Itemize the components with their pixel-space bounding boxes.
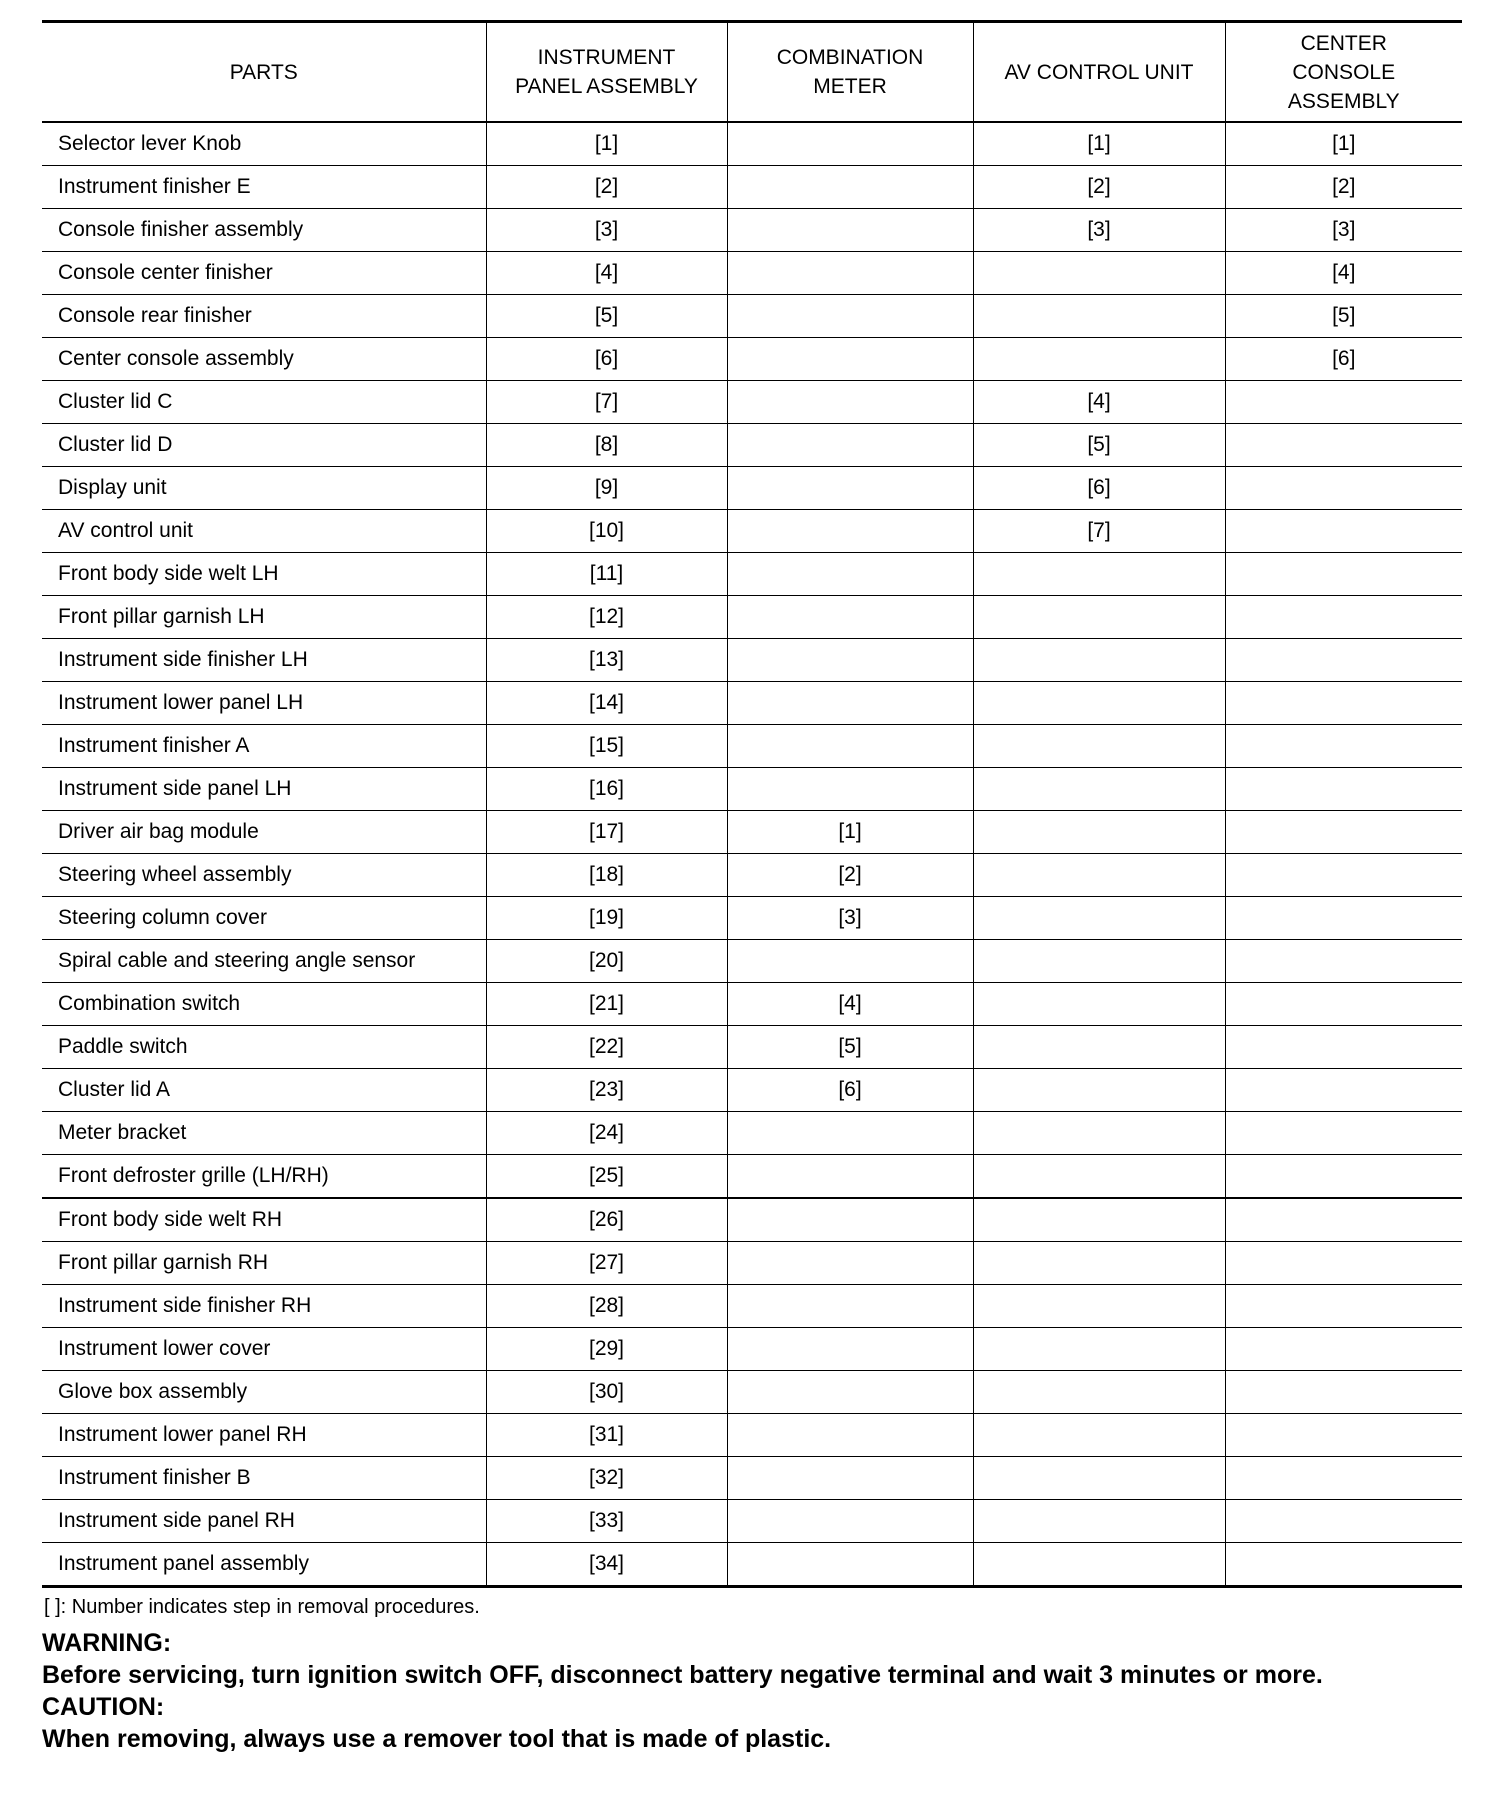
parts-table bbox=[42, 20, 1462, 1588]
center-console-step-cell bbox=[1225, 467, 1462, 510]
table-row bbox=[42, 811, 1462, 854]
table-row bbox=[42, 983, 1462, 1026]
combination-meter-step-cell bbox=[727, 1285, 973, 1328]
combination-meter-step-cell bbox=[727, 1198, 973, 1242]
center-console-step-cell bbox=[1225, 1285, 1462, 1328]
instrument-panel-step-cell: [8] bbox=[486, 424, 727, 467]
part-name-cell: Instrument lower panel LH bbox=[42, 682, 486, 725]
center-console-step-cell: [5] bbox=[1225, 295, 1462, 338]
part-name-cell: Paddle switch bbox=[42, 1026, 486, 1069]
part-name-cell: Cluster lid D bbox=[42, 424, 486, 467]
table-row bbox=[42, 940, 1462, 983]
caution-text: When removing, always use a remover tool that is made of plastic. bbox=[42, 1725, 832, 1753]
instrument-panel-step-cell: [6] bbox=[486, 338, 727, 381]
combination-meter-step-cell: [4] bbox=[727, 983, 973, 1026]
combination-meter-step-cell bbox=[727, 209, 973, 252]
av-control-unit-step-cell bbox=[973, 1242, 1225, 1285]
table-row bbox=[42, 467, 1462, 510]
center-console-step-cell bbox=[1225, 811, 1462, 854]
center-console-step-cell bbox=[1225, 596, 1462, 639]
table-header-row bbox=[42, 22, 1462, 123]
av-control-unit-step-cell bbox=[973, 1500, 1225, 1543]
av-control-unit-step-cell bbox=[973, 1112, 1225, 1155]
header-center-console-assembly: CENTER CONSOLE ASSEMBLY bbox=[1225, 22, 1462, 123]
instrument-panel-step-cell: [27] bbox=[486, 1242, 727, 1285]
combination-meter-step-cell bbox=[727, 122, 973, 166]
instrument-panel-step-cell: [4] bbox=[486, 252, 727, 295]
instrument-panel-step-cell: [12] bbox=[486, 596, 727, 639]
warning-title: WARNING: bbox=[42, 1629, 172, 1657]
av-control-unit-step-cell: [4] bbox=[973, 381, 1225, 424]
center-console-step-cell bbox=[1225, 940, 1462, 983]
center-console-step-cell bbox=[1225, 1328, 1462, 1371]
combination-meter-step-cell bbox=[727, 768, 973, 811]
instrument-panel-step-cell: [7] bbox=[486, 381, 727, 424]
table-row bbox=[42, 768, 1462, 811]
instrument-panel-step-cell: [34] bbox=[486, 1543, 727, 1587]
instrument-panel-step-cell: [1] bbox=[486, 122, 727, 166]
part-name-cell: Cluster lid A bbox=[42, 1069, 486, 1112]
instrument-panel-step-cell: [21] bbox=[486, 983, 727, 1026]
center-console-step-cell bbox=[1225, 639, 1462, 682]
combination-meter-step-cell bbox=[727, 467, 973, 510]
part-name-cell: Front pillar garnish RH bbox=[42, 1242, 486, 1285]
table-row bbox=[42, 553, 1462, 596]
combination-meter-step-cell bbox=[727, 424, 973, 467]
av-control-unit-step-cell bbox=[973, 897, 1225, 940]
combination-meter-step-cell bbox=[727, 338, 973, 381]
instrument-panel-step-cell: [15] bbox=[486, 725, 727, 768]
av-control-unit-step-cell: [2] bbox=[973, 166, 1225, 209]
center-console-step-cell bbox=[1225, 725, 1462, 768]
table-row bbox=[42, 209, 1462, 252]
av-control-unit-step-cell bbox=[973, 768, 1225, 811]
combination-meter-step-cell bbox=[727, 682, 973, 725]
instrument-panel-step-cell: [20] bbox=[486, 940, 727, 983]
part-name-cell: Instrument side finisher RH bbox=[42, 1285, 486, 1328]
table-row bbox=[42, 1026, 1462, 1069]
part-name-cell: Front body side welt LH bbox=[42, 553, 486, 596]
center-console-step-cell bbox=[1225, 1500, 1462, 1543]
part-name-cell: Console rear finisher bbox=[42, 295, 486, 338]
instrument-panel-step-cell: [24] bbox=[486, 1112, 727, 1155]
combination-meter-step-cell: [2] bbox=[727, 854, 973, 897]
table-row bbox=[42, 1500, 1462, 1543]
combination-meter-step-cell bbox=[727, 1543, 973, 1587]
av-control-unit-step-cell bbox=[973, 1414, 1225, 1457]
table-row bbox=[42, 1371, 1462, 1414]
center-console-step-cell bbox=[1225, 1155, 1462, 1199]
av-control-unit-step-cell bbox=[973, 1155, 1225, 1199]
combination-meter-step-cell bbox=[727, 295, 973, 338]
center-console-step-cell bbox=[1225, 1242, 1462, 1285]
table-row bbox=[42, 639, 1462, 682]
instrument-panel-step-cell: [3] bbox=[486, 209, 727, 252]
av-control-unit-step-cell bbox=[973, 295, 1225, 338]
part-name-cell: Console center finisher bbox=[42, 252, 486, 295]
table-row bbox=[42, 1112, 1462, 1155]
center-console-step-cell bbox=[1225, 424, 1462, 467]
warning-caution-block bbox=[42, 1627, 1462, 1755]
combination-meter-step-cell bbox=[727, 1242, 973, 1285]
av-control-unit-step-cell bbox=[973, 1198, 1225, 1242]
av-control-unit-step-cell bbox=[973, 1371, 1225, 1414]
table-row bbox=[42, 1198, 1462, 1242]
table-row bbox=[42, 1285, 1462, 1328]
center-console-step-cell: [3] bbox=[1225, 209, 1462, 252]
instrument-panel-step-cell: [22] bbox=[486, 1026, 727, 1069]
combination-meter-step-cell bbox=[727, 1414, 973, 1457]
part-name-cell: Driver air bag module bbox=[42, 811, 486, 854]
table-row bbox=[42, 252, 1462, 295]
part-name-cell: Cluster lid C bbox=[42, 381, 486, 424]
combination-meter-step-cell bbox=[727, 596, 973, 639]
part-name-cell: Instrument side panel LH bbox=[42, 768, 486, 811]
table-row bbox=[42, 381, 1462, 424]
instrument-panel-step-cell: [18] bbox=[486, 854, 727, 897]
av-control-unit-step-cell bbox=[973, 682, 1225, 725]
table-row bbox=[42, 166, 1462, 209]
center-console-step-cell bbox=[1225, 1414, 1462, 1457]
instrument-panel-step-cell: [26] bbox=[486, 1198, 727, 1242]
center-console-step-cell: [6] bbox=[1225, 338, 1462, 381]
table-row bbox=[42, 725, 1462, 768]
instrument-panel-step-cell: [5] bbox=[486, 295, 727, 338]
combination-meter-step-cell bbox=[727, 553, 973, 596]
combination-meter-step-cell bbox=[727, 1371, 973, 1414]
av-control-unit-step-cell bbox=[973, 1328, 1225, 1371]
table-row bbox=[42, 1543, 1462, 1587]
instrument-panel-step-cell: [17] bbox=[486, 811, 727, 854]
combination-meter-step-cell bbox=[727, 1500, 973, 1543]
av-control-unit-step-cell bbox=[973, 811, 1225, 854]
instrument-panel-step-cell: [23] bbox=[486, 1069, 727, 1112]
table-row bbox=[42, 897, 1462, 940]
table-row bbox=[42, 424, 1462, 467]
part-name-cell: Display unit bbox=[42, 467, 486, 510]
part-name-cell: Instrument lower cover bbox=[42, 1328, 486, 1371]
combination-meter-step-cell: [6] bbox=[727, 1069, 973, 1112]
part-name-cell: Center console assembly bbox=[42, 338, 486, 381]
warning-text: Before servicing, turn ignition switch OFF, disconnect battery negative terminal and wait 3 minutes or more. bbox=[42, 1661, 1323, 1689]
center-console-step-cell bbox=[1225, 381, 1462, 424]
av-control-unit-step-cell: [7] bbox=[973, 510, 1225, 553]
center-console-step-cell bbox=[1225, 1371, 1462, 1414]
part-name-cell: Instrument finisher A bbox=[42, 725, 486, 768]
document-page bbox=[42, 20, 1462, 1755]
combination-meter-step-cell bbox=[727, 940, 973, 983]
instrument-panel-step-cell: [13] bbox=[486, 639, 727, 682]
combination-meter-step-cell bbox=[727, 252, 973, 295]
instrument-panel-step-cell: [25] bbox=[486, 1155, 727, 1199]
table-row bbox=[42, 122, 1462, 166]
combination-meter-step-cell bbox=[727, 1328, 973, 1371]
combination-meter-step-cell: [3] bbox=[727, 897, 973, 940]
part-name-cell: Front pillar garnish LH bbox=[42, 596, 486, 639]
instrument-panel-step-cell: [19] bbox=[486, 897, 727, 940]
part-name-cell: Instrument lower panel RH bbox=[42, 1414, 486, 1457]
center-console-step-cell bbox=[1225, 854, 1462, 897]
part-name-cell: Meter bracket bbox=[42, 1112, 486, 1155]
part-name-cell: Glove box assembly bbox=[42, 1371, 486, 1414]
av-control-unit-step-cell bbox=[973, 1543, 1225, 1587]
center-console-step-cell bbox=[1225, 682, 1462, 725]
header-instrument-panel-assembly: INSTRUMENT PANEL ASSEMBLY bbox=[486, 22, 727, 123]
av-control-unit-step-cell bbox=[973, 1069, 1225, 1112]
combination-meter-step-cell bbox=[727, 1155, 973, 1199]
center-console-step-cell: [1] bbox=[1225, 122, 1462, 166]
part-name-cell: Front body side welt RH bbox=[42, 1198, 486, 1242]
center-console-step-cell bbox=[1225, 510, 1462, 553]
av-control-unit-step-cell bbox=[973, 1457, 1225, 1500]
center-console-step-cell bbox=[1225, 553, 1462, 596]
combination-meter-step-cell: [1] bbox=[727, 811, 973, 854]
av-control-unit-step-cell bbox=[973, 940, 1225, 983]
combination-meter-step-cell bbox=[727, 166, 973, 209]
caution-title: CAUTION: bbox=[42, 1693, 165, 1721]
table-row bbox=[42, 596, 1462, 639]
center-console-step-cell: [4] bbox=[1225, 252, 1462, 295]
center-console-step-cell bbox=[1225, 1543, 1462, 1587]
instrument-panel-step-cell: [11] bbox=[486, 553, 727, 596]
instrument-panel-step-cell: [2] bbox=[486, 166, 727, 209]
table-row bbox=[42, 510, 1462, 553]
part-name-cell: Instrument finisher B bbox=[42, 1457, 486, 1500]
table-row bbox=[42, 854, 1462, 897]
instrument-panel-step-cell: [10] bbox=[486, 510, 727, 553]
combination-meter-step-cell bbox=[727, 639, 973, 682]
table-row bbox=[42, 1242, 1462, 1285]
part-name-cell: Instrument panel assembly bbox=[42, 1543, 486, 1587]
parts-table-body bbox=[42, 122, 1462, 1587]
instrument-panel-step-cell: [33] bbox=[486, 1500, 727, 1543]
part-name-cell: Steering column cover bbox=[42, 897, 486, 940]
table-row bbox=[42, 338, 1462, 381]
instrument-panel-step-cell: [9] bbox=[486, 467, 727, 510]
header-combination-meter: COMBINATION METER bbox=[727, 22, 973, 123]
header-parts: PARTS bbox=[42, 22, 486, 123]
table-row bbox=[42, 682, 1462, 725]
center-console-step-cell bbox=[1225, 1198, 1462, 1242]
header-av-control-unit: AV CONTROL UNIT bbox=[973, 22, 1225, 123]
combination-meter-step-cell: [5] bbox=[727, 1026, 973, 1069]
part-name-cell: Instrument finisher E bbox=[42, 166, 486, 209]
combination-meter-step-cell bbox=[727, 725, 973, 768]
table-note: [ ]: Number indicates step in removal procedures. bbox=[44, 1596, 480, 1618]
center-console-step-cell bbox=[1225, 1069, 1462, 1112]
instrument-panel-step-cell: [31] bbox=[486, 1414, 727, 1457]
instrument-panel-step-cell: [29] bbox=[486, 1328, 727, 1371]
center-console-step-cell bbox=[1225, 983, 1462, 1026]
combination-meter-step-cell bbox=[727, 1112, 973, 1155]
instrument-panel-step-cell: [32] bbox=[486, 1457, 727, 1500]
av-control-unit-step-cell bbox=[973, 1026, 1225, 1069]
instrument-panel-step-cell: [16] bbox=[486, 768, 727, 811]
center-console-step-cell bbox=[1225, 1457, 1462, 1500]
av-control-unit-step-cell bbox=[973, 596, 1225, 639]
table-row bbox=[42, 1414, 1462, 1457]
part-name-cell: Instrument side finisher LH bbox=[42, 639, 486, 682]
combination-meter-step-cell bbox=[727, 510, 973, 553]
part-name-cell: Selector lever Knob bbox=[42, 122, 486, 166]
combination-meter-step-cell bbox=[727, 1457, 973, 1500]
part-name-cell: Instrument side panel RH bbox=[42, 1500, 486, 1543]
av-control-unit-step-cell: [5] bbox=[973, 424, 1225, 467]
av-control-unit-step-cell bbox=[973, 1285, 1225, 1328]
table-row bbox=[42, 295, 1462, 338]
center-console-step-cell bbox=[1225, 897, 1462, 940]
part-name-cell: AV control unit bbox=[42, 510, 486, 553]
center-console-step-cell: [2] bbox=[1225, 166, 1462, 209]
center-console-step-cell bbox=[1225, 1026, 1462, 1069]
table-row bbox=[42, 1069, 1462, 1112]
av-control-unit-step-cell bbox=[973, 639, 1225, 682]
instrument-panel-step-cell: [30] bbox=[486, 1371, 727, 1414]
instrument-panel-step-cell: [28] bbox=[486, 1285, 727, 1328]
av-control-unit-step-cell bbox=[973, 338, 1225, 381]
part-name-cell: Front defroster grille (LH/RH) bbox=[42, 1155, 486, 1199]
part-name-cell: Console finisher assembly bbox=[42, 209, 486, 252]
part-name-cell: Spiral cable and steering angle sensor bbox=[42, 940, 486, 983]
center-console-step-cell bbox=[1225, 1112, 1462, 1155]
av-control-unit-step-cell bbox=[973, 725, 1225, 768]
av-control-unit-step-cell: [1] bbox=[973, 122, 1225, 166]
table-row bbox=[42, 1328, 1462, 1371]
part-name-cell: Steering wheel assembly bbox=[42, 854, 486, 897]
av-control-unit-step-cell bbox=[973, 983, 1225, 1026]
av-control-unit-step-cell bbox=[973, 854, 1225, 897]
av-control-unit-step-cell: [6] bbox=[973, 467, 1225, 510]
table-row bbox=[42, 1155, 1462, 1199]
av-control-unit-step-cell: [3] bbox=[973, 209, 1225, 252]
center-console-step-cell bbox=[1225, 768, 1462, 811]
instrument-panel-step-cell: [14] bbox=[486, 682, 727, 725]
av-control-unit-step-cell bbox=[973, 252, 1225, 295]
table-row bbox=[42, 1457, 1462, 1500]
part-name-cell: Combination switch bbox=[42, 983, 486, 1026]
av-control-unit-step-cell bbox=[973, 553, 1225, 596]
combination-meter-step-cell bbox=[727, 381, 973, 424]
